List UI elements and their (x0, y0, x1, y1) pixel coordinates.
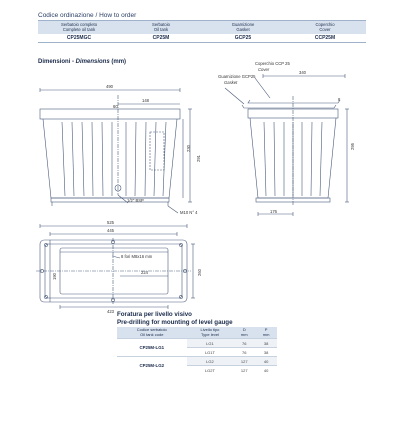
lg-cell: 40 (255, 357, 277, 366)
holes-label: 8 fori M8x16 mm (121, 254, 153, 259)
lg-cell: 76 (233, 339, 255, 348)
gasket-label: Guarnizione GCP25 (218, 74, 256, 79)
lg-header-en: Type level (200, 331, 219, 337)
header-en: Gasket (236, 27, 250, 32)
header-en: Cover (319, 27, 331, 32)
order-code: CP25M (152, 35, 170, 41)
lg-cell: 38 (255, 339, 277, 348)
lg-cell: 127 (233, 366, 255, 375)
front-dim-mid: 148 (142, 98, 149, 103)
lg-cell: 40 (255, 366, 277, 375)
header-en: Complete oil tank (62, 27, 96, 32)
lg-cell: 38 (255, 348, 277, 357)
top-dim-left: 190 (52, 273, 57, 280)
gasket-label-en: Gasket (224, 80, 238, 85)
lg-header-en: Oil tank code (140, 331, 164, 337)
top-dim-right: 260 (197, 269, 202, 276)
dim-title-unit: (mm) (109, 59, 127, 65)
table-row (117, 339, 277, 348)
lg-cell: LG1T (187, 348, 234, 357)
lg-header-it: D (242, 327, 246, 332)
lg-header-cell (187, 327, 234, 339)
lg-tank-code: CP25M-LG2 (117, 357, 187, 375)
lg-cell: 76 (233, 348, 255, 357)
side-dim-foot: 176 (270, 209, 277, 214)
order-code: CP25MGC (66, 35, 92, 41)
level-gauge-header (117, 327, 277, 339)
dim-title-en: Dimensions (75, 59, 110, 65)
top-view-drawing (36, 224, 195, 309)
side-dim-top: 340 (299, 70, 306, 75)
m10-label: M10 N° 4 (180, 210, 198, 215)
top-dim-inner: 445 (107, 228, 114, 233)
side-view-drawing (225, 74, 349, 216)
side-dim-small: 8 (338, 97, 341, 102)
lg-cell: LG2 (187, 357, 234, 366)
order-code: CCP25M (314, 35, 336, 41)
lg-header-it: Codice serbatoio (136, 327, 167, 332)
cover-label: Coperchio CCP 25 (255, 61, 290, 66)
lg-cell: LG1 (187, 339, 234, 348)
front-dim-height: 291 (196, 155, 201, 162)
top-dim-bottom: 423 (107, 309, 114, 314)
lg-cell: 127 (233, 357, 255, 366)
lg-header-cell (255, 327, 277, 339)
dim-title-it: Dimensioni - (38, 59, 76, 65)
top-dim-224: 224 (141, 270, 148, 275)
header-it: Serbatoio (152, 22, 170, 27)
header-it: Coperchio (315, 22, 335, 27)
top-dim-outer: 525 (107, 220, 114, 225)
header-en: Oil tank (153, 27, 169, 32)
level-gauge-title-en: Pre-drilling for mounting of level gauge (117, 318, 233, 326)
order-title: Codice ordinazione / How to order (38, 12, 137, 19)
bsp-label: 1/2" BSP (127, 198, 144, 203)
lg-header-en: mm (262, 331, 270, 337)
front-dim-h2: 230 (186, 145, 191, 152)
cover-label-en: Cover (258, 67, 270, 72)
lg-tank-code: CP25M-LG1 (117, 339, 187, 357)
lg-header-cell (233, 327, 255, 339)
level-gauge-title (117, 311, 233, 326)
table-row (117, 357, 277, 366)
front-dim-inner: 60 (113, 104, 118, 109)
header-it: Guarnizione (231, 22, 255, 27)
side-dim-right: 295 (350, 143, 355, 150)
level-gauge-title-it: Foratura per livello visivo (117, 311, 192, 318)
order-code: GCP25 (234, 35, 252, 41)
lg-header-it: Livello tipo (200, 327, 220, 332)
lg-header-cell (117, 327, 187, 339)
lg-header-it: P (264, 327, 268, 332)
lg-cell: LG2T (187, 366, 234, 375)
header-it: Serbatoio completo (60, 22, 98, 27)
front-dim-top: 490 (106, 84, 113, 89)
lg-header-en: mm (240, 331, 248, 337)
level-gauge-table (117, 327, 277, 374)
